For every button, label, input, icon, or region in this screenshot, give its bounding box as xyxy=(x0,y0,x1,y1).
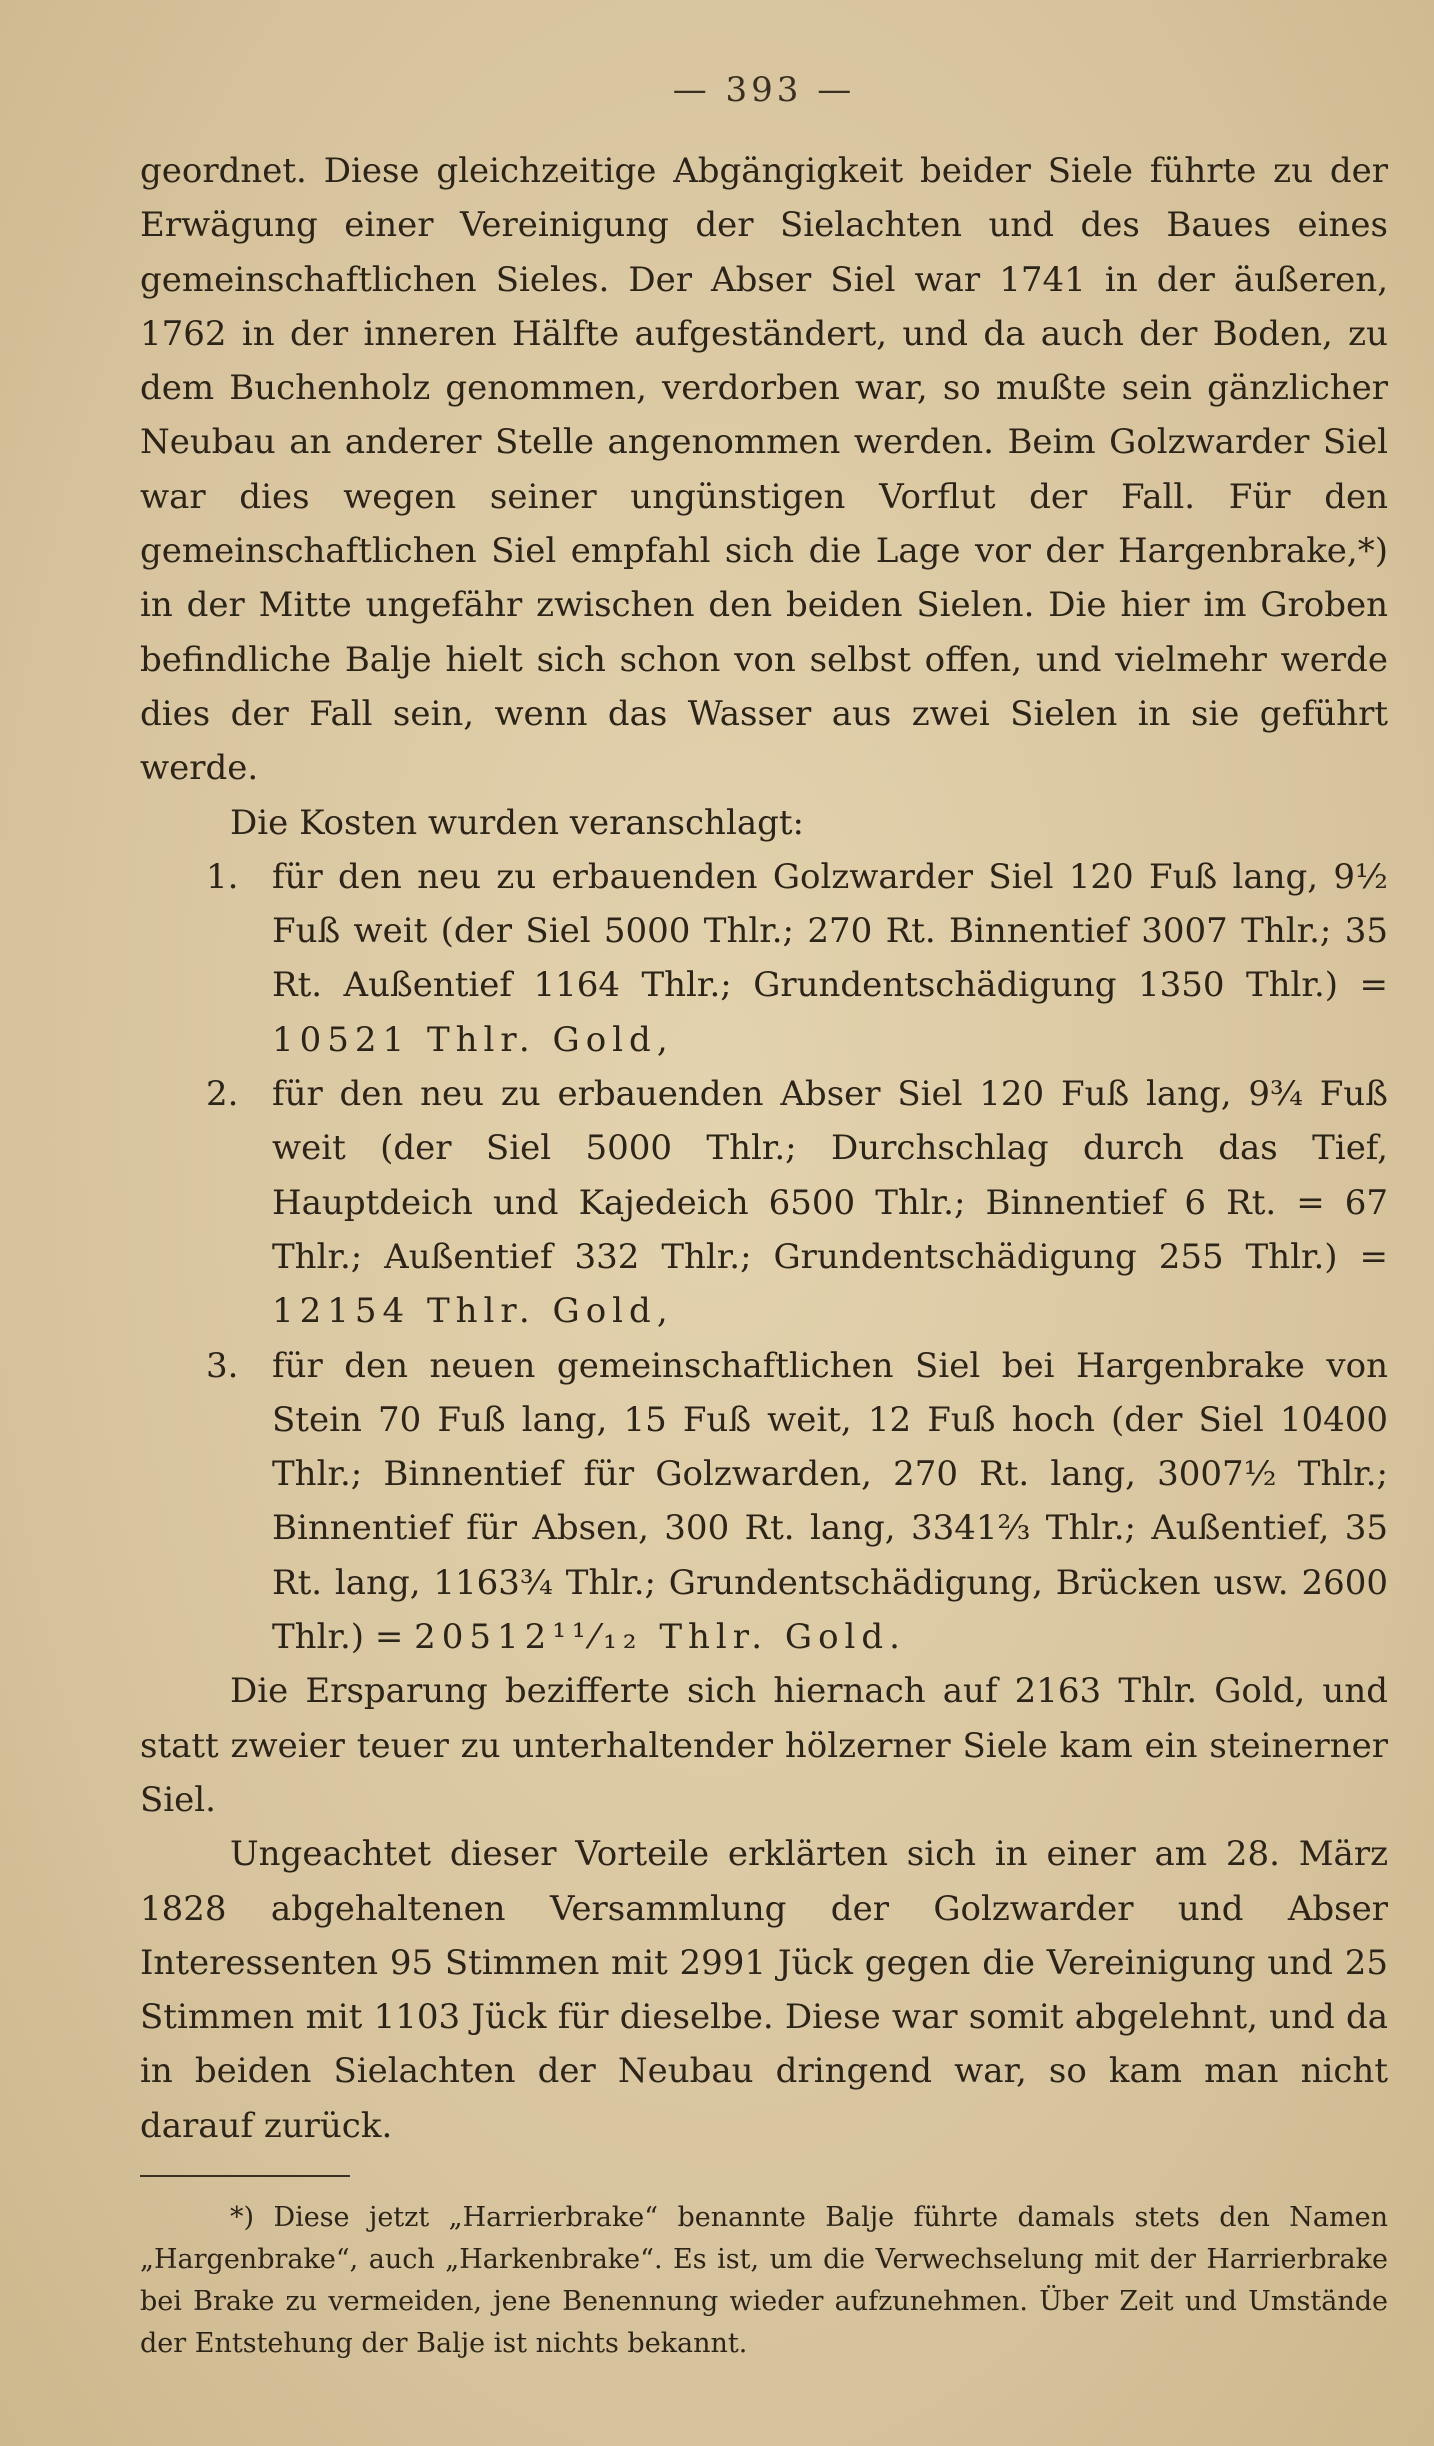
cost-item-total: 10521 Thlr. Gold, xyxy=(272,1019,674,1060)
paragraph-2: Die Ersparung bezifferte sich hiernach auf 2163 Thlr. Gold, und statt zweier teuer zu unterhaltender hölzerner Siele kam ein steinerner Siel. xyxy=(140,1671,1388,1820)
footnote-text: *) Diese jetzt „Harrierbrake“ benannte Balje führte damals stets den Namen „Hargenbrake“, auch „Harkenbrake“. Es ist, um die Verwechselung mit der Harrierbrake bei Brake zu vermeiden, jene Benennung wieder aufzunehmen. Über Zeit und Umstände der Entstehung der Balje ist nichts bekannt. xyxy=(140,2201,1388,2359)
cost-item-text: für den neu zu erbauenden Golzwarder Siel 120 Fuß lang, 9½ Fuß weit (der Siel 5000 Thlr.; 270 Rt. Binnentief 3007 Thlr.; 35 Rt. Außentief 1164 Thlr.; Grundentschädigung 1350 Thlr.) = xyxy=(272,856,1388,1006)
page-number: — 393 — xyxy=(672,70,856,110)
cost-item-number: 1. xyxy=(206,856,239,897)
cost-item xyxy=(140,1339,1388,1665)
cost-item-text: für den neuen gemeinschaftlichen Siel bei Hargenbrake von Stein 70 Fuß lang, 15 Fuß weit, 12 Fuß hoch (der Siel 10400 Thlr.; Binnentief für Golzwarden, 270 Rt. lang, 3007½ Thlr.; Binnentief für Absen, 300 Rt. lang, 3341⅔ Thlr.; Außentief, 35 Rt. lang, 1163¾ Thlr.; Grundentschädigung, Brücken usw. 2600 Thlr.) = xyxy=(272,1345,1388,1658)
cost-item-total: 12154 Thlr. Gold, xyxy=(272,1291,674,1332)
costs-intro: Die Kosten wurden veranschlagt: xyxy=(230,802,804,843)
cost-item-number: 3. xyxy=(206,1345,239,1386)
cost-list xyxy=(140,850,1388,1664)
footnote xyxy=(140,2197,1388,2365)
cost-item xyxy=(140,850,1388,1067)
cost-item xyxy=(140,1067,1388,1338)
cost-item-text: für den neu zu erbauenden Abser Siel 120 Fuß lang, 9¾ Fuß weit (der Siel 5000 Thlr.; Durchschlag durch das Tief, Hauptdeich und Kajedeich 6500 Thlr.; Binnentief 6 Rt. = 67 Thlr.; Außentief 332 Thlr.; Grundentschädigung 255 Thlr.) = xyxy=(272,1074,1388,1277)
cost-item-total: 20512¹¹⁄₁₂ Thlr. Gold. xyxy=(414,1617,906,1658)
main-text xyxy=(140,144,1388,2153)
paragraph-1: geordnet. Diese gleichzeitige Abgängigkeit beider Siele führte zu der Erwägung einer Vereinigung der Sielachten und des Baues eines gemeinschaftlichen Sieles. Der Abser Siel war 1741 in der äußeren, 1762 in der inneren Hälfte aufgeständert, und da auch der Boden, zu dem Buchenholz genommen, verdorben war, so mußte sein gänzlicher Neubau an anderer Stelle angenommen werden. Beim Golzwarder Siel war dies wegen seiner ungünstigen Vorflut der Fall. Für den gemeinschaftlichen Siel empfahl sich die Lage vor der Hargenbrake,*) in der Mitte ungefähr zwischen den beiden Sielen. Die hier im Groben befindliche Balje hielt sich schon von selbst offen, und vielmehr werde dies der Fall sein, wenn das Wasser aus zwei Sielen in sie geführt werde. xyxy=(140,151,1388,789)
cost-item-number: 2. xyxy=(206,1074,239,1115)
paragraph-3: Ungeachtet dieser Vorteile erklärten sich in einer am 28. März 1828 abgehaltenen Versammlung der Golzwarder und Abser Interessenten 95 Stimmen mit 2991 Jück gegen die Vereinigung und 25 Stimmen mit 1103 Jück für dieselbe. Diese war somit abgelehnt, und da in beiden Sielachten der Neubau dringend war, so kam man nicht darauf zurück. xyxy=(140,1834,1388,2146)
footnote-divider xyxy=(140,2175,350,2177)
